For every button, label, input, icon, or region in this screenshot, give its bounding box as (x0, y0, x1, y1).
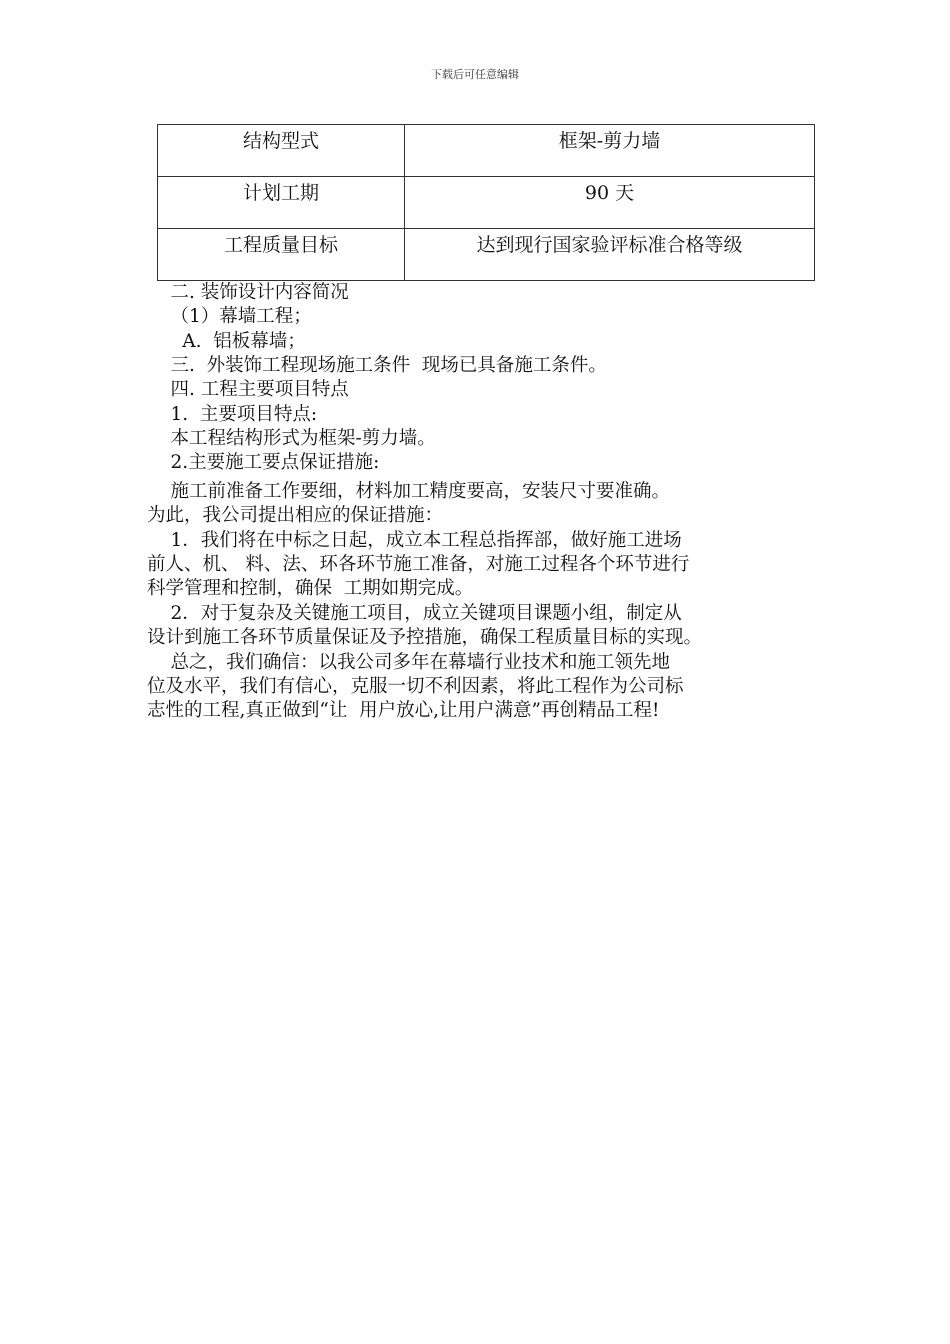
table-row (158, 229, 815, 281)
text-line: 二. 装饰设计内容简况 (147, 282, 349, 303)
text-line: 2．对于复杂及关键施工项目，成立关键项目课题小组，制定从 (147, 603, 682, 624)
text-line: 本工程结构形式为框架-剪力墙。 (147, 428, 436, 449)
text-line: 三. 外装饰工程现场施工条件 现场已具备施工条件。 (147, 355, 607, 376)
project-info-table (157, 124, 815, 281)
table-row (158, 177, 815, 229)
text-line: 施工前准备工作要细，材料加工精度要高，安装尺寸要准确。 (147, 481, 671, 502)
text-line: 1. 主要项目特点: (147, 404, 318, 425)
text-line: 1．我们将在中标之日起，成立本工程总指挥部，做好施工进场 (147, 530, 682, 551)
text-line: 位及水平，我们有信心，克服一切不利因素，将此工程作为公司标 (147, 676, 684, 697)
text-line: 2.主要施工要点保证措施: (147, 452, 380, 473)
text-line: 为此，我公司提出相应的保证措施： (147, 505, 444, 526)
text-line: （1）幕墙工程； (147, 306, 312, 327)
text-line: 科学管理和控制，确保 工期如期完成。 (147, 578, 474, 599)
row-label: 工程质量目标 (158, 229, 405, 281)
row-label: 计划工期 (158, 177, 405, 229)
page-header: 下载后可任意编辑 (431, 68, 519, 81)
text-line: 志性的工程,真正做到“让 用户放心,让用户满意”再创精品工程! (147, 700, 660, 721)
table-row (158, 125, 815, 177)
row-value: 90 天 (405, 177, 815, 229)
text-line: 四. 工程主要项目特点 (147, 379, 349, 400)
row-label: 结构型式 (158, 125, 405, 177)
text-line: 前人、机、 料、法、环各环节施工准备，对施工过程各个环节进行 (147, 554, 690, 575)
row-value: 达到现行国家验评标准合格等级 (405, 229, 815, 281)
text-line: 总之，我们确信：以我公司多年在幕墙行业技术和施工领先地 (147, 652, 671, 673)
text-line: 设计到施工各环节质量保证及予控措施，确保工程质量目标的实现。 (147, 627, 703, 648)
text-line: A. 铝板幕墙； (147, 331, 306, 352)
row-value: 框架-剪力墙 (405, 125, 815, 177)
